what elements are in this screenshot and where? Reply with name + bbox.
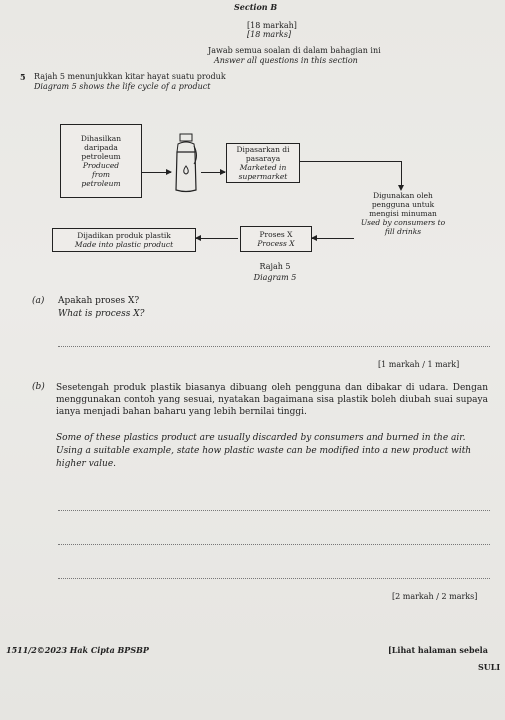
part-b-label: (b)	[32, 382, 45, 392]
instruction-en: Answer all questions in this section	[214, 56, 358, 65]
box-produced: Dihasilkan daripada petroleum Produced from petroleum	[60, 124, 142, 198]
section-title: Section B	[234, 2, 278, 12]
marks-en: [18 marks]	[247, 30, 292, 39]
instruction-ms: Jawab semua soalan di dalam bahagian ini	[208, 46, 381, 55]
footer-code: 1511/2©2023 Hak Cipta BPSBP	[6, 645, 149, 655]
question-intro-en: Diagram 5 shows the life cycle of a product	[34, 82, 211, 91]
arrow-marketed-to-used-h	[299, 161, 401, 162]
footer-secret: SULI	[478, 662, 501, 672]
part-b-answer-line-2[interactable]	[58, 544, 490, 545]
part-b-question-en: Some of these plastics product are usually discarded by consumers and burned in the air. Using a suitable example, state how plastic waste can be modified into a new product with higher value.	[56, 433, 472, 469]
footer-next-page: [Lihat halaman sebela	[388, 645, 488, 655]
arrow-marketed-to-used-v	[401, 161, 402, 187]
box-process-x: Proses X Process X	[240, 226, 312, 252]
arrow-process-to-made	[196, 238, 238, 239]
diagram-caption-en: Diagram 5	[253, 273, 297, 282]
part-a-marks: [1 markah / 1 mark]	[378, 360, 460, 369]
marks-ms: [18 markah]	[247, 21, 297, 30]
part-b-answer-line-3[interactable]	[58, 578, 490, 579]
part-a-question-en: What is process X?	[58, 309, 145, 319]
box-made-product: Dijadikan produk plastik Made into plastic product	[52, 228, 196, 252]
plastic-bottle-icon	[172, 132, 200, 194]
arrow-used-to-process	[312, 238, 354, 239]
question-intro-ms: Rajah 5 menunjukkan kitar hayat suatu produk	[34, 72, 226, 81]
box-used: Digunakan oleh pengguna untuk mengisi minuman Used by consumers to fill drinks	[360, 190, 446, 236]
part-a-question-ms: Apakah proses X?	[58, 296, 140, 306]
diagram-caption-ms: Rajah 5	[259, 262, 291, 271]
question-number: 5	[20, 72, 26, 82]
arrow-bottle-to-marketed	[201, 172, 225, 173]
part-b-marks: [2 markah / 2 marks]	[392, 592, 478, 601]
box-marketed: Dipasarkan di pasaraya Marketed in supermarket	[226, 143, 300, 183]
part-a-answer-line[interactable]	[58, 346, 490, 347]
part-b-question-ms: Sesetengah produk plastik biasanya dibuang oleh pengguna dan dibakar di udara. Dengan menggunakan contoh yang sesuai, nyatakan bagaimana sisa plastik boleh diubah suai supaya ianya menjadi bahan baharu yang lebih bernilai tinggi.	[56, 383, 488, 417]
part-b-answer-line-1[interactable]	[58, 510, 490, 511]
part-a-label: (a)	[32, 296, 45, 306]
arrow-produced-to-bottle	[141, 172, 171, 173]
